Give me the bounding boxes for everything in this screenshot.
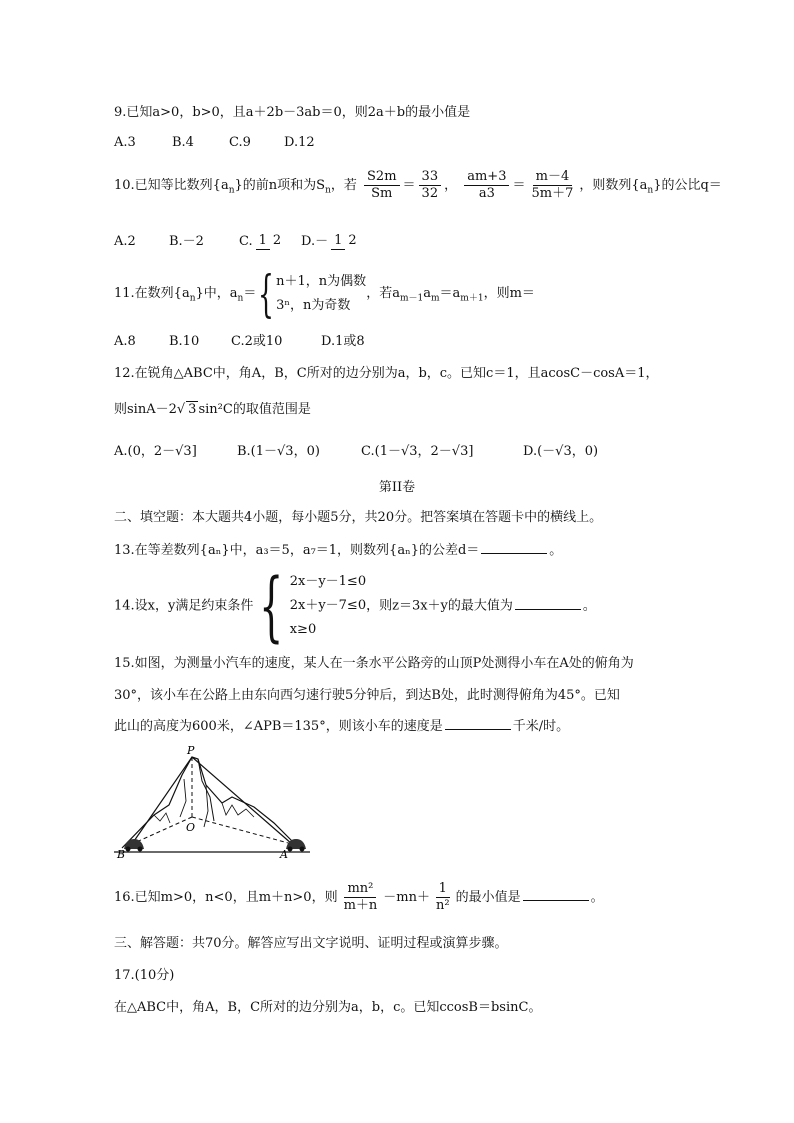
q11-options	[114, 332, 365, 352]
q10-options	[114, 224, 363, 260]
q10-ratio-s: $\frac{S2m}{Sm}$	[364, 169, 400, 202]
q16-frac1: $\frac{\text{mn²}}{m+n}$	[343, 881, 378, 913]
q10-stem: 10.已知等比数列$\{a_n\}$的前n项和为$S_n$，若 $\frac{S2m}{Sm}$ ＝ $\frac{33}{32}$ ， $\frac{am+3}{a3}$ ＝ $\frac{m-4}{5m+7}$ ，则数列$\{a_n\}$的公比q＝	[114, 169, 722, 201]
q12-options	[114, 442, 598, 462]
q15-line3: 此山的高度为600米，∠APB＝135°，则该小车的速度是 千米/时。	[114, 719, 570, 734]
line-PB	[132, 757, 192, 844]
q16-answer-blank[interactable]	[523, 888, 589, 901]
q13-stem: 13.在等差数列{aₙ}中，a₃＝5，a₇＝1，则数列{aₙ}的公差d＝ 。	[114, 543, 563, 558]
q9-option-b: B.4	[172, 135, 194, 150]
q11-option-d: D.1或8	[321, 334, 365, 349]
part2-heading: 二、填空题：本大题共4小题，每小题5分，共20分。把答案填在答题卡中的横线上。	[114, 510, 603, 525]
label-O: O	[186, 821, 196, 834]
q10-option-b: B.－2	[169, 234, 204, 249]
section-title: 第II卷	[378, 480, 416, 495]
part3-heading: 三、解答题：共70分。解答应写出文字说明、证明过程或演算步骤。	[114, 936, 508, 951]
q9-option-d: D.12	[284, 135, 315, 150]
q12-option-a: A.(0，2－√3]	[114, 444, 197, 459]
q10-ratio-value: $\frac{33}{32}$	[419, 169, 442, 202]
mountain-outline	[122, 757, 296, 848]
car-b-icon	[124, 839, 144, 852]
q15-line1: 15.如图，为测量小汽车的速度，某人在一条水平公路旁的山顶P处测得小车在A处的俯角为	[114, 656, 634, 671]
q10-ratio-a: $\frac{am+3}{a3}$	[464, 169, 509, 202]
q9-stem: 9.已知a>0，b>0，且a＋2b－3ab＝0，则2a＋b的最小值是	[114, 105, 471, 120]
q10-ratio-m: $\frac{m-4}{5m+7}$	[531, 169, 574, 201]
q10-option-d: D.－ 1 2	[301, 233, 357, 249]
q11-option-c: C.2或10	[231, 334, 283, 349]
q9-option-c: C.9	[229, 135, 251, 150]
q15-mountain-figure	[114, 745, 314, 860]
q15-line2: 30°，该小车在公路上由东向西匀速行驶5分钟后，到达B处，此时测得俯角为45°。已知	[114, 688, 620, 703]
q14-constraints: { 2x－y－1≤0 2x＋y－7≤0 x≥0	[259, 561, 367, 650]
q11-option-a: A.8	[114, 334, 136, 349]
q16-frac2: $\frac{1}{\text{n²}}$	[435, 881, 450, 913]
q12-option-c: C.(1－√3，2－√3]	[361, 444, 474, 459]
q17-score: 17.(10分)	[114, 968, 175, 983]
q9-option-a: A.3	[114, 135, 136, 150]
q11-option-b: B.10	[169, 334, 200, 349]
q15-answer-blank[interactable]	[445, 717, 511, 730]
label-B: B	[117, 848, 126, 860]
q14-answer-blank[interactable]	[515, 597, 581, 610]
q12-line2: 则sinA－2√ 3 sin²C的取值范围是	[114, 402, 311, 417]
q10-option-a: A.2	[114, 234, 136, 249]
q13-answer-blank[interactable]	[481, 541, 547, 554]
q10-option-c: C. 1 2	[239, 233, 282, 249]
q12-option-d: D.(－√3，0)	[523, 444, 599, 459]
label-P: P	[187, 745, 195, 757]
q12-option-b: B.(1－√3，0)	[237, 444, 320, 459]
q11-piecewise: { n＋1，n为偶数 3ⁿ，n为奇数	[258, 264, 367, 323]
q14-stem: 14.设x，y满足约束条件 { 2x－y－1≤0 2x＋y－7≤0 x≥0 ，则z＝3x＋y的最大值为 。	[114, 561, 596, 650]
label-A: A	[280, 848, 288, 860]
q17-text: 在△ABC中，角A，B，C所对的边分别为a，b，c。已知ccosB＝bsinC。	[114, 1000, 542, 1015]
q12-line1: 12.在锐角△ABC中，角A，B，C所对的边分别为a，b，c。已知c＝1，且acosC－cosA＝1，	[114, 366, 659, 381]
q11-stem: 11.在数列$\{a_n\}$中，$a_n=$ { n＋1，n为偶数 3ⁿ，n为奇数 ，若$a_{m-1}a_m=a_{m+1}$，则m＝	[114, 264, 535, 323]
q9-options	[114, 133, 315, 153]
q16-stem: 16.已知m>0，n<0，且m＋n>0，则 $\frac{\text{mn²}}{m+n}$ －mn＋ $\frac{1}{\text{n²}}$ 的最小值是 。	[114, 881, 604, 913]
